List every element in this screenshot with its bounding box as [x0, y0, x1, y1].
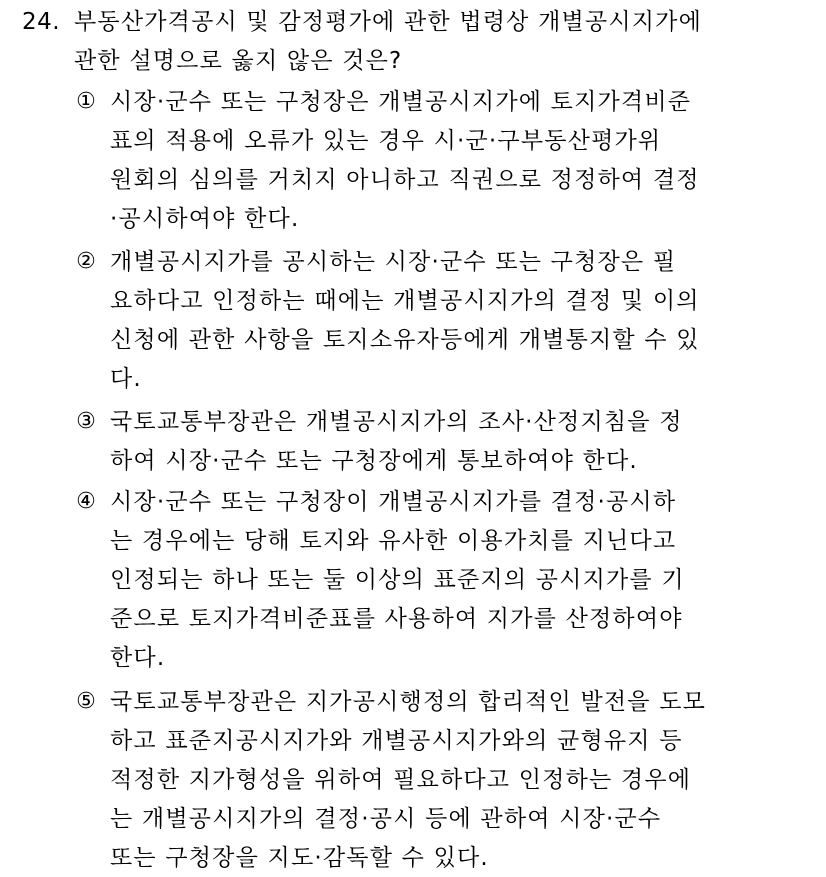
option-1-line: 표의 적용에 오류가 있는 경우 시·군·구부동산평가위 [110, 128, 662, 154]
option-5-line: 하고 표준지공시지가와 개별공시지가와의 균형유지 등 [110, 728, 683, 754]
option-5-line: 는 개별공시지가의 결정·공시 등에 관하여 시장·군수 [110, 806, 662, 832]
option-2-line: 신청에 관한 사항을 토지소유자등에게 개별통지할 수 있 [110, 327, 700, 353]
option-4-line: 인정되는 하나 또는 둘 이상의 표준지의 공시지가를 기 [110, 567, 685, 593]
question-stem-line: 부동산가격공시 및 감정평가에 관한 법령상 개별공시지가에 [74, 9, 703, 35]
option-1-line: 원회의 심의를 거치지 아니하고 직권으로 정정하여 결정 [110, 167, 700, 193]
option-5-line: 또는 구청장을 지도·감독할 수 있다. [110, 845, 489, 871]
option-1-line: 시장·군수 또는 구청장은 개별공시지가에 토지가격비준 [110, 89, 692, 115]
option-marker-3: ③ [76, 409, 96, 434]
option-4-line: 시장·군수 또는 구청장이 개별공시지가를 결정·공시하 [110, 489, 677, 515]
option-5-line: 국토교통부장관은 지가공시행정의 합리적인 발전을 도모 [110, 689, 707, 715]
option-3-line: 국토교통부장관은 개별공시지가의 조사·산정지침을 정 [110, 409, 683, 435]
question-number: 24. [22, 9, 61, 35]
option-5-line: 적정한 지가형성을 위하여 필요하다고 인정하는 경우에 [110, 767, 692, 793]
option-4-line: 준으로 토지가격비준표를 사용하여 지가를 산정하여야 [110, 606, 683, 632]
option-3-line: 하여 시장·군수 또는 구청장에게 통보하여야 한다. [110, 448, 638, 474]
option-marker-1: ① [76, 89, 96, 114]
option-marker-5: ⑤ [76, 689, 96, 714]
option-4-line: 는 경우에는 당해 토지와 유사한 이용가치를 지닌다고 [110, 528, 677, 554]
option-marker-2: ② [76, 249, 96, 274]
option-1-line: ·공시하여야 한다. [110, 206, 300, 232]
question-stem-line: 관한 설명으로 옳지 않은 것은? [74, 48, 403, 74]
option-marker-4: ④ [76, 489, 96, 514]
option-4-line: 한다. [110, 645, 166, 671]
option-2-line: 요하다고 인정하는 때에는 개별공시지가의 결정 및 이의 [110, 288, 700, 314]
option-2-line: 다. [110, 366, 142, 392]
option-2-line: 개별공시지가를 공시하는 시장·군수 또는 구청장은 필 [110, 249, 677, 275]
